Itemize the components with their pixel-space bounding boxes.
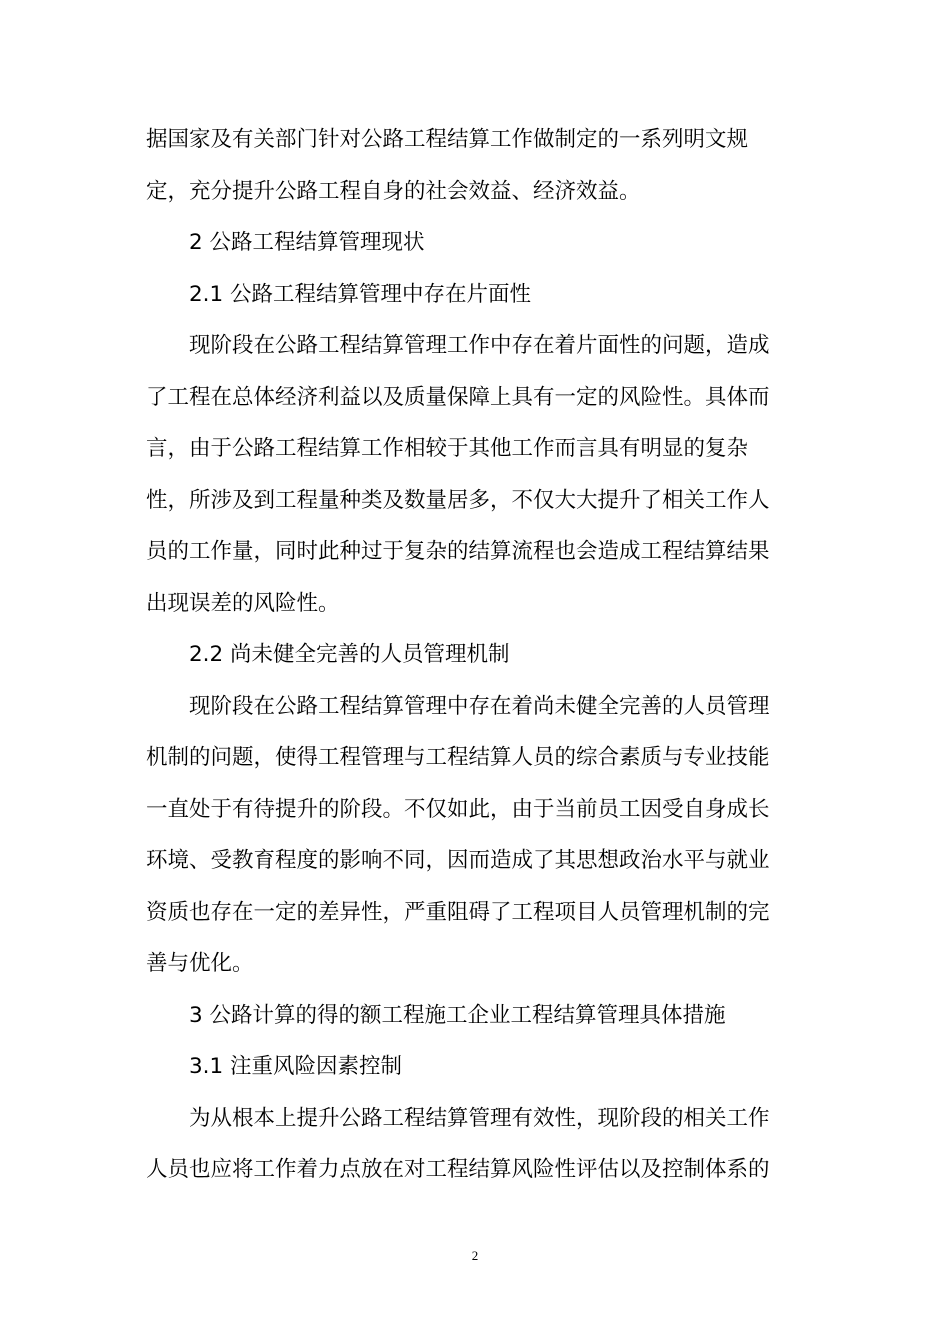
text-line: 2 公路工程结算管理现状 — [189, 230, 425, 255]
text-line: 2.2 尚未健全完善的人员管理机制 — [189, 642, 510, 667]
text-line: 员的工作量，同时此种过于复杂的结算流程也会造成工程结算结果 — [146, 539, 770, 564]
text-line: 人员也应将工作着力点放在对工程结算风险性评估以及控制体系的 — [146, 1157, 770, 1182]
text-line: 据国家及有关部门针对公路工程结算工作做制定的一系列明文规 — [146, 127, 749, 152]
text-line: 一直处于有待提升的阶段。不仅如此，由于当前员工因受自身成长 — [146, 796, 770, 822]
text-line: 定，充分提升公路工程自身的社会效益、经济效益。 — [146, 178, 641, 204]
text-line: 言，由于公路工程结算工作相较于其他工作而言具有明显的复杂 — [146, 436, 749, 461]
text-line: 资质也存在一定的差异性，严重阻碍了工程项目人员管理机制的完 — [146, 899, 770, 925]
text-line: 性，所涉及到工程量种类及数量居多，不仅大大提升了相关工作人 — [146, 487, 770, 513]
text-line: 为从根本上提升公路工程结算管理有效性，现阶段的相关工作 — [189, 1105, 770, 1131]
page-number: 2 — [471, 1248, 479, 1263]
text-line: 2.1 公路工程结算管理中存在片面性 — [189, 281, 532, 307]
text-line: 机制的问题，使得工程管理与工程结算人员的综合素质与专业技能 — [146, 745, 770, 770]
text-line: 环境、受教育程度的影响不同，因而造成了其思想政治水平与就业 — [146, 848, 770, 873]
text-line: 善与优化。 — [146, 951, 254, 976]
text-line: 现阶段在公路工程结算管理工作中存在着片面性的问题，造成 — [189, 333, 770, 358]
text-line: 了工程在总体经济利益以及质量保障上具有一定的风险性。具体而 — [146, 384, 770, 410]
text-line: 3.1 注重风险因素控制 — [189, 1054, 403, 1079]
document-body — [146, 114, 796, 1196]
text-line: 现阶段在公路工程结算管理中存在着尚未健全完善的人员管理 — [189, 693, 770, 719]
text-line: 3 公路计算的得的额工程施工企业工程结算管理具体措施 — [189, 1002, 726, 1028]
text-line: 出现误差的风险性。 — [146, 590, 340, 616]
